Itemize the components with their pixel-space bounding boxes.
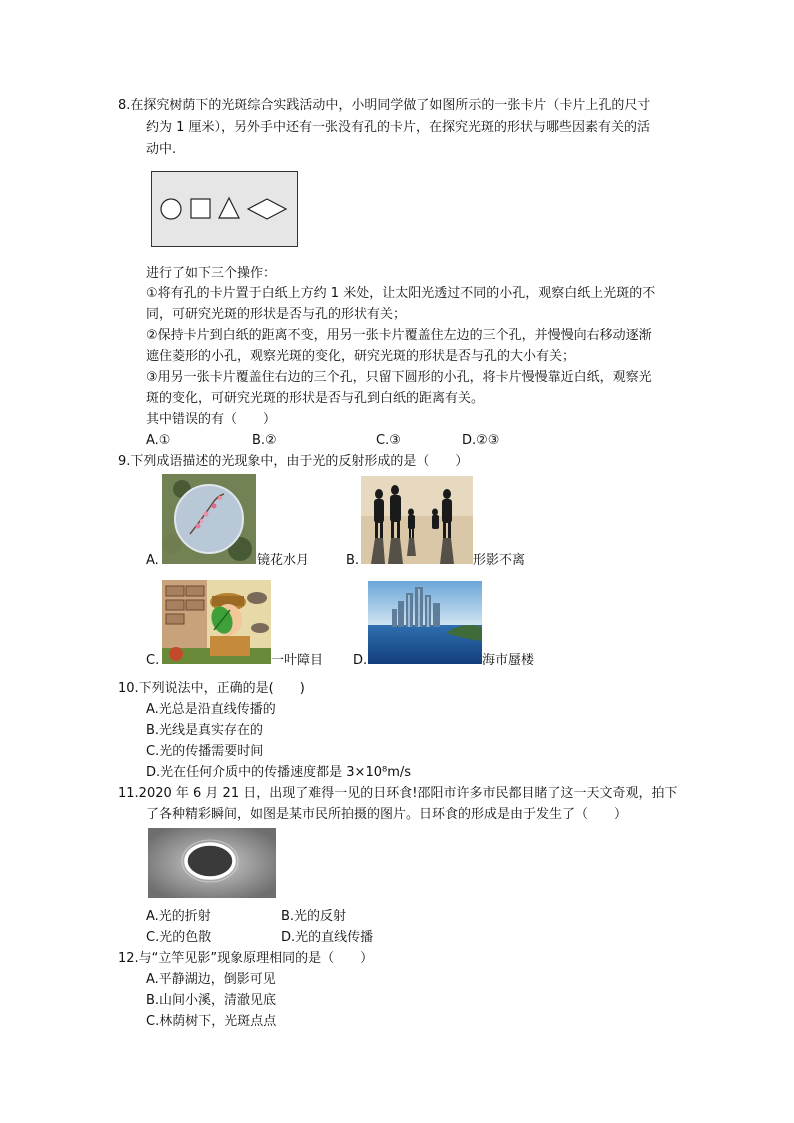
q8-op1-line2: 同，可研究光斑的形状是否与孔的形状有关； <box>146 307 407 322</box>
shadows-photo <box>361 476 473 564</box>
annular-eclipse-photo <box>148 828 276 898</box>
q8-ask: 其中错误的有（ ） <box>146 412 277 427</box>
q8-option-d: D.②③ <box>462 433 500 448</box>
q8-option-c: C.③ <box>376 433 401 448</box>
card-holes-diagram <box>152 172 297 246</box>
q11-stem-line2: 了各种精彩瞬间，如图是某市民所拍摄的图片。日环食的形成是由于发生了（ ） <box>146 807 628 822</box>
q9-stem: 9.下列成语描述的光现象中，由于光的反射形成的是（ ） <box>118 454 469 469</box>
diamond-hole-shape <box>248 199 286 219</box>
q10-option-d: D.光在任何介质中的传播速度都是 3×10⁸m/s <box>146 765 412 780</box>
q11-option-b: B.光的反射 <box>281 909 347 924</box>
q8-op2-line2: 遮住菱形的小孔，观察光斑的变化，研究光斑的形状是否与孔的大小有关； <box>146 349 576 364</box>
q11-option-a: A.光的折射 <box>146 909 211 924</box>
q10-stem: 10.下列说法中，正确的是( ) <box>118 681 305 696</box>
q9-option-b-text: 形影不离 <box>473 553 526 568</box>
q11-option-c: C.光的色散 <box>146 930 212 945</box>
q8-option-a: A.① <box>146 433 171 448</box>
q9-option-a-text: 镜花水月 <box>257 553 310 568</box>
square-hole-shape <box>191 199 210 218</box>
q12-stem: 12.与“立竿见影”现象原理相同的是（ ） <box>118 951 374 966</box>
q9-option-b-letter: B. <box>346 553 360 568</box>
q8-stem-line2: 约为 1 厘米），另外手中还有一张没有孔的卡片，在探究光斑的形状与哪些因素有关的活 <box>146 120 651 135</box>
leaf-eyes-cartoon <box>162 580 271 664</box>
q11-stem-line1: 11.2020 年 6 月 21 日，出现了难得一见的日环食!邵阳市许多市民都目睹了这一天文奇观，拍下 <box>118 786 678 801</box>
q9-option-d-text: 海市蜃楼 <box>482 653 535 668</box>
q8-op3-line2: 斑的变化，可研究光斑的形状是否与孔到白纸的距离有关。 <box>146 391 485 406</box>
q9-option-c-text: 一叶障目 <box>271 653 324 668</box>
mirror-flower-photo <box>162 474 256 564</box>
q10-option-c: C.光的传播需要时间 <box>146 744 264 759</box>
q12-option-b: B.山间小溪，清澈见底 <box>146 993 277 1008</box>
card-figure <box>151 171 298 247</box>
q11-option-d: D.光的直线传播 <box>281 930 374 945</box>
q8-stem-line3: 动中. <box>146 142 177 157</box>
circle-hole-shape <box>161 199 181 219</box>
triangle-hole-shape <box>219 198 239 218</box>
q8-op3-line1: ③用另一张卡片覆盖住右边的三个孔，只留下圆形的小孔，将卡片慢慢靠近白纸，观察光 <box>146 370 652 385</box>
q9-option-c-letter: C. <box>146 653 160 668</box>
q8-option-b: B.② <box>252 433 277 448</box>
q12-option-a: A.平静湖边，倒影可见 <box>146 972 276 987</box>
q12-option-c: C.林荫树下，光斑点点 <box>146 1014 277 1029</box>
q10-option-a: A.光总是沿直线传播的 <box>146 702 276 717</box>
q10-option-b: B.光线是真实存在的 <box>146 723 264 738</box>
q9-option-d-letter: D. <box>353 653 368 668</box>
q9-option-a-letter: A. <box>146 553 159 568</box>
q8-intro: 进行了如下三个操作： <box>146 266 277 281</box>
q8-op2-line1: ②保持卡片到白纸的距离不变，用另一张卡片覆盖住左边的三个孔，并慢慢向右移动逐渐 <box>146 328 652 343</box>
mirage-photo <box>368 581 482 664</box>
q8-op1-line1: ①将有孔的卡片置于白纸上方约 1 米处，让太阳光透过不同的小孔，观察白纸上光斑的不 <box>146 286 656 301</box>
q8-stem-line1: 8.在探究树荫下的光斑综合实践活动中，小明同学做了如图所示的一张卡片（卡片上孔的尺寸 <box>118 98 651 113</box>
